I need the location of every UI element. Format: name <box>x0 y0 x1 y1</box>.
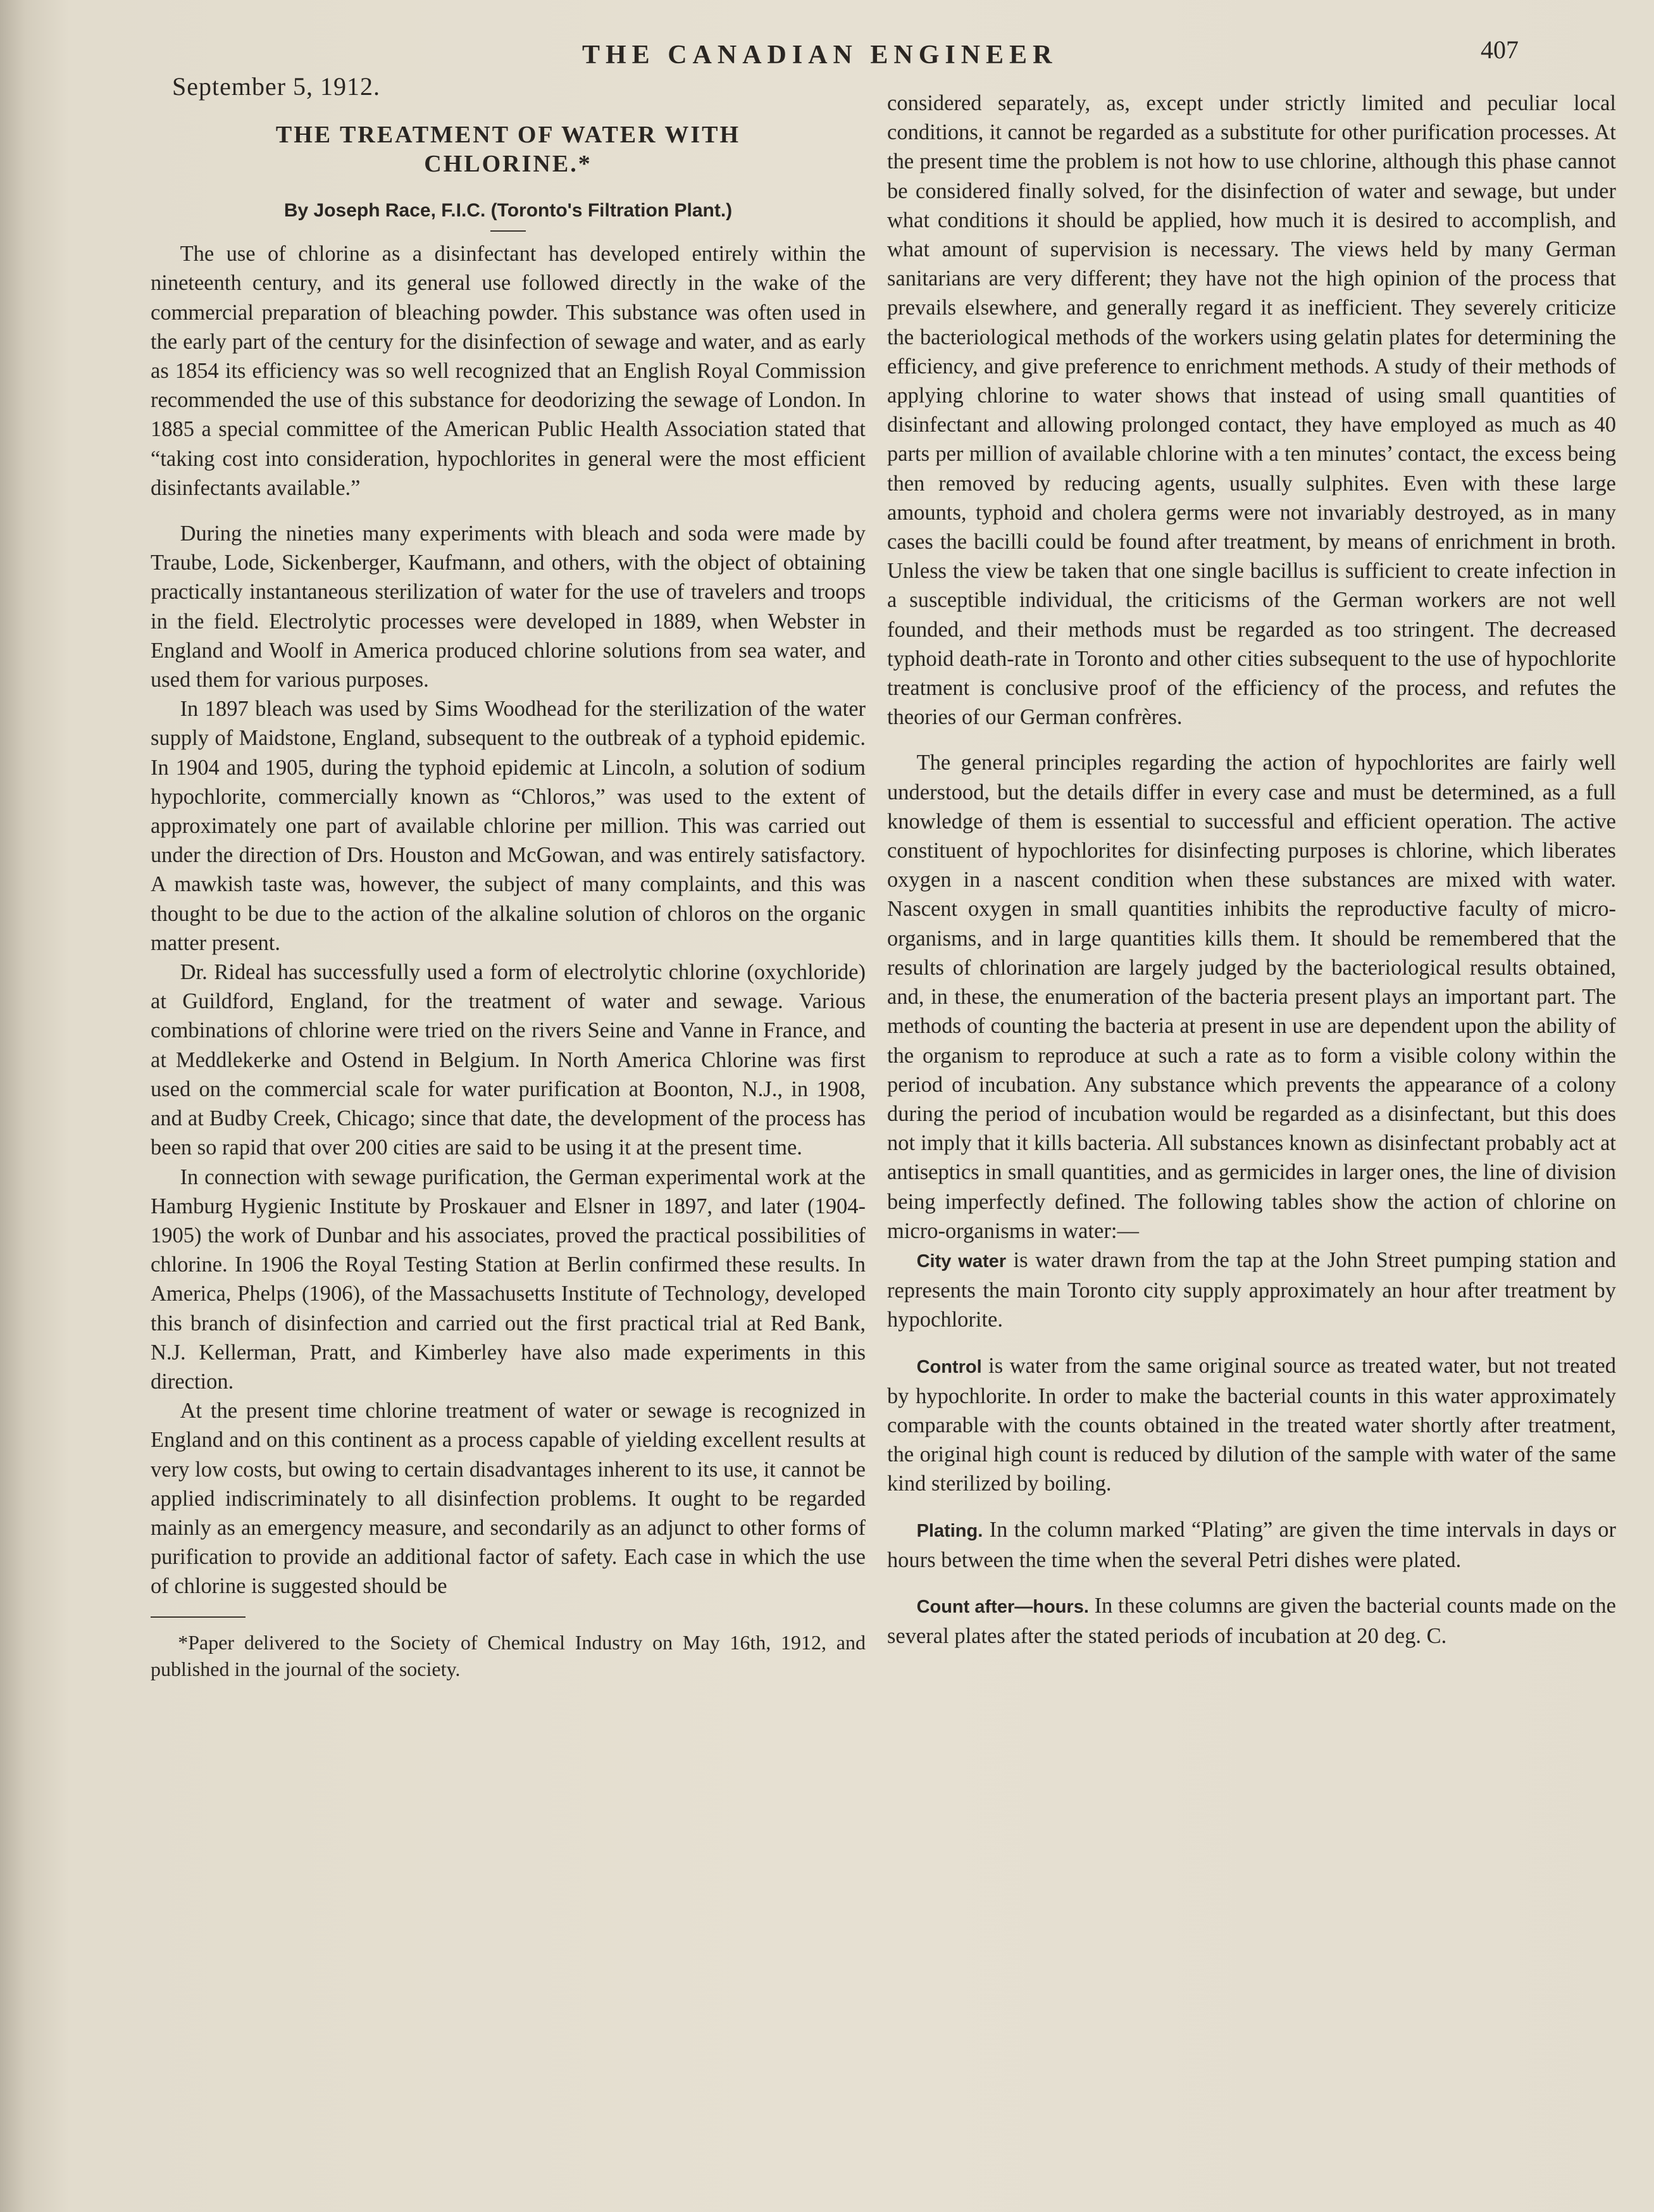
title-line-2: CHLORINE.* <box>424 151 592 177</box>
definition-text: is water from the same original source as treated water, but not treated by hypochlorite. In order to make the bacterial counts in this water approximately comparable with the counts obtained in the treated water shortly after treatment, the original high count is reduced by dilution of the sample with water of the same kind sterilized by boiling. <box>887 1353 1616 1496</box>
paragraph: In 1897 bleach was used by Sims Woodhead for the sterilization of the water supply of Maidstone, England, subsequent to the outbreak of a typhoid epidemic. In 1904 and 1905, during the typhoid epidemic at Lincoln, a solution of sodium hypochlorite, commercially known as “Chloros,” was used to the extent of approximately one part of available chlorine per million. This was carried out under the direction of Drs. Houston and McGowan, and was entirely satisfactory. A mawkish taste was, however, the subject of many complaints, and this was thought to be due to the action of the alkaline solution of chloros on the organic matter present. <box>151 697 866 955</box>
definition-control <box>887 1351 1616 1499</box>
footnote-divider <box>151 1616 246 1618</box>
paragraph: Dr. Rideal has successfully used a form of electrolytic chlorine (oxychloride) at Guildford, England, for the treatment of water and sewage. Various combinations of chlorine were tried on the rivers Seine and Vanne in France, and at Meddlekerke and Ostend in Belgium. In North America Chlorine was first used on the commercial scale for water purification at Boonton, N.J., in 1908, and at Budby Creek, Chicago; since that date, the development of the process has been so rapid that over 200 cities are said to be using it at the present time. <box>151 960 866 1160</box>
paragraph: During the nineties many experiments with bleach and soda were made by Traube, Lode, Sickenberger, Kaufmann, and others, with the object of obtaining practically instantaneous sterilization of water for the use of travelers and troops in the field. Electrolytic processes were developed in 1889, when Webster in England and Woolf in America produced chlorine solutions from sea water, and used them for various purposes. <box>151 522 866 692</box>
definition-count-after-hours <box>887 1591 1616 1651</box>
article-title <box>151 120 866 178</box>
page-number: 407 <box>1481 35 1519 64</box>
byline: By Joseph Race, F.I.C. (Toronto's Filtration Plant.) <box>283 200 733 221</box>
title-divider <box>490 230 526 232</box>
definition-city-water <box>887 1246 1616 1335</box>
paragraph: In connection with sewage purification, the German experimental work at the Hamburg Hygienic Institute by Proskauer and Elsner in 1897, and later (1904-1905) the work of Dunbar and his associates, proved the practical possibilities of chlorine. In 1906 the Royal Testing Station at Berlin confirmed these results. In America, Phelps (1906), of the Massachusetts Institute of Technology, developed this branch of disinfection and carried out the first practical trial at Red Bank, N.J. Kellerman, Pratt, and Kimberley have also made experiments in this direction. <box>151 1165 866 1394</box>
footnote: *Paper delivered to the Society of Chemical Industry on May 16th, 1912, and published in the journal of the society. <box>151 1630 866 1680</box>
journal-title: THE CANADIAN ENGINEER <box>582 41 1058 70</box>
left-column <box>151 108 866 1682</box>
term-count-after-hours: Count after—hours. <box>916 1596 1089 1617</box>
paragraph: The general principles regarding the action of hypochlorites are fairly well understood, but the details differ in every case and must be determined, as a full knowledge of them is essential to successful and efficient operation. The active constituent of hypochlorites for disinfecting purposes is chlorine, which liberates oxygen in a nascent condition when these substances are mixed with water. Nascent oxygen in small quantities inhibits the reproductive faculty of micro-organisms, and in large quantities kills them. It should be remembered that the results of chlorination are largely judged by the bacteriological results obtained, and, in these, the enumeration of the bacteria present plays an important part. The methods of counting the bacteria at present in use are dependent upon the ability of the organism to reproduce at such a rate as to form a visible colony within the period of incubation. Any substance which prevents the appearance of a colony during the period of incubation would be regarded as a disinfectant, but this does not imply that it kills bacteria. All substances known as disinfectant probably act at antiseptics in small quantities, and as germicides in larger ones, the line of division being imperfectly defined. The following tables show the action of chlorine on micro-organisms in water:— <box>887 751 1616 1243</box>
definition-text: In these columns are given the bacterial counts made on the several plates after the stated periods of incubation at 20 deg. C. <box>887 1593 1616 1649</box>
title-line-1: THE TREATMENT OF WATER WITH <box>275 122 741 148</box>
term-city-water: City water <box>916 1251 1007 1272</box>
definition-text: is water drawn from the tap at the John Street pumping station and represents the main Toronto city supply approximately an hour after treatment by hypochlorite. <box>887 1247 1616 1332</box>
definition-text: In the column marked “Plating” are given the time intervals in days or hours between the time when the several Petri dishes were plated. <box>887 1517 1616 1572</box>
term-plating: Plating. <box>916 1520 983 1541</box>
definition-plating <box>887 1515 1616 1575</box>
term-control: Control <box>916 1356 982 1377</box>
paragraph: considered separately, as, except under strictly limited and peculiar local conditions, it cannot be regarded as a substitute for other purification processes. At the present time the problem is not how to use chlorine, although this phase cannot be considered finally solved, for the disinfection of water and sewage, but under what conditions it should be applied, how much it is desired to accomplish, and what amount of supervision is necessary. The views held by many German sanitarians are very different; they have not the high opinion of the process that prevails elsewhere, and generally regard it as inefficient. They severely criticize the bacteriological methods of the workers using gelatin plates for determining the efficiency, and give preference to enrichment methods. A study of their methods of applying chlorine to water shows that instead of using small quantities of disinfectant and allowing prolonged contact, they have employed as much as 40 parts per million of available chlorine with a ten minutes’ contact, the excess being then removed by reducing agents, usually sulphites. Even with these large amounts, typhoid and cholera germs were not invariably destroyed, as in many cases the bacilli could be found after treatment, by means of enrichment in broth. Unless the view be taken that one single bacillus is sufficient to create infection in a susceptible individual, the criticisms of the German workers are not well founded, and their methods must be regarded as too stringent. The decreased typhoid death-rate in Toronto and other cities subsequent to the use of hypochlorite treatment is conclusive proof of the efficiency of the process, and refutes the theories of our German confrères. <box>887 91 1616 730</box>
issue-date: September 5, 1912. <box>172 72 381 101</box>
right-column <box>887 89 1616 1651</box>
paragraph: At the present time chlorine treatment of water or sewage is recognized in England and on this continent as a process capable of yielding excellent results at very low costs, but owing to certain disadvantages inherent to its use, it cannot be applied indiscriminately to all disinfection problems. It ought to be regarded mainly as an emergency measure, and secondarily as an adjunct to other forms of purification to provide an additional factor of safety. Each case in which the use of chlorine is suggested should be <box>151 1399 866 1599</box>
paragraph: The use of chlorine as a disinfectant has developed entirely within the nineteenth century, and its general use followed directly in the wake of the commercial preparation of bleaching powder. This substance was often used in the early part of the century for the disinfection of sewage and water, and as early as 1854 its efficiency was so well recognized that an English Royal Commission recommended the use of this substance for deodorizing the sewage of London. In 1885 a special committee of the American Public Health Association stated that “taking cost into consideration, hypochlorites in general were the most efficient disinfectants available.” <box>151 242 866 500</box>
